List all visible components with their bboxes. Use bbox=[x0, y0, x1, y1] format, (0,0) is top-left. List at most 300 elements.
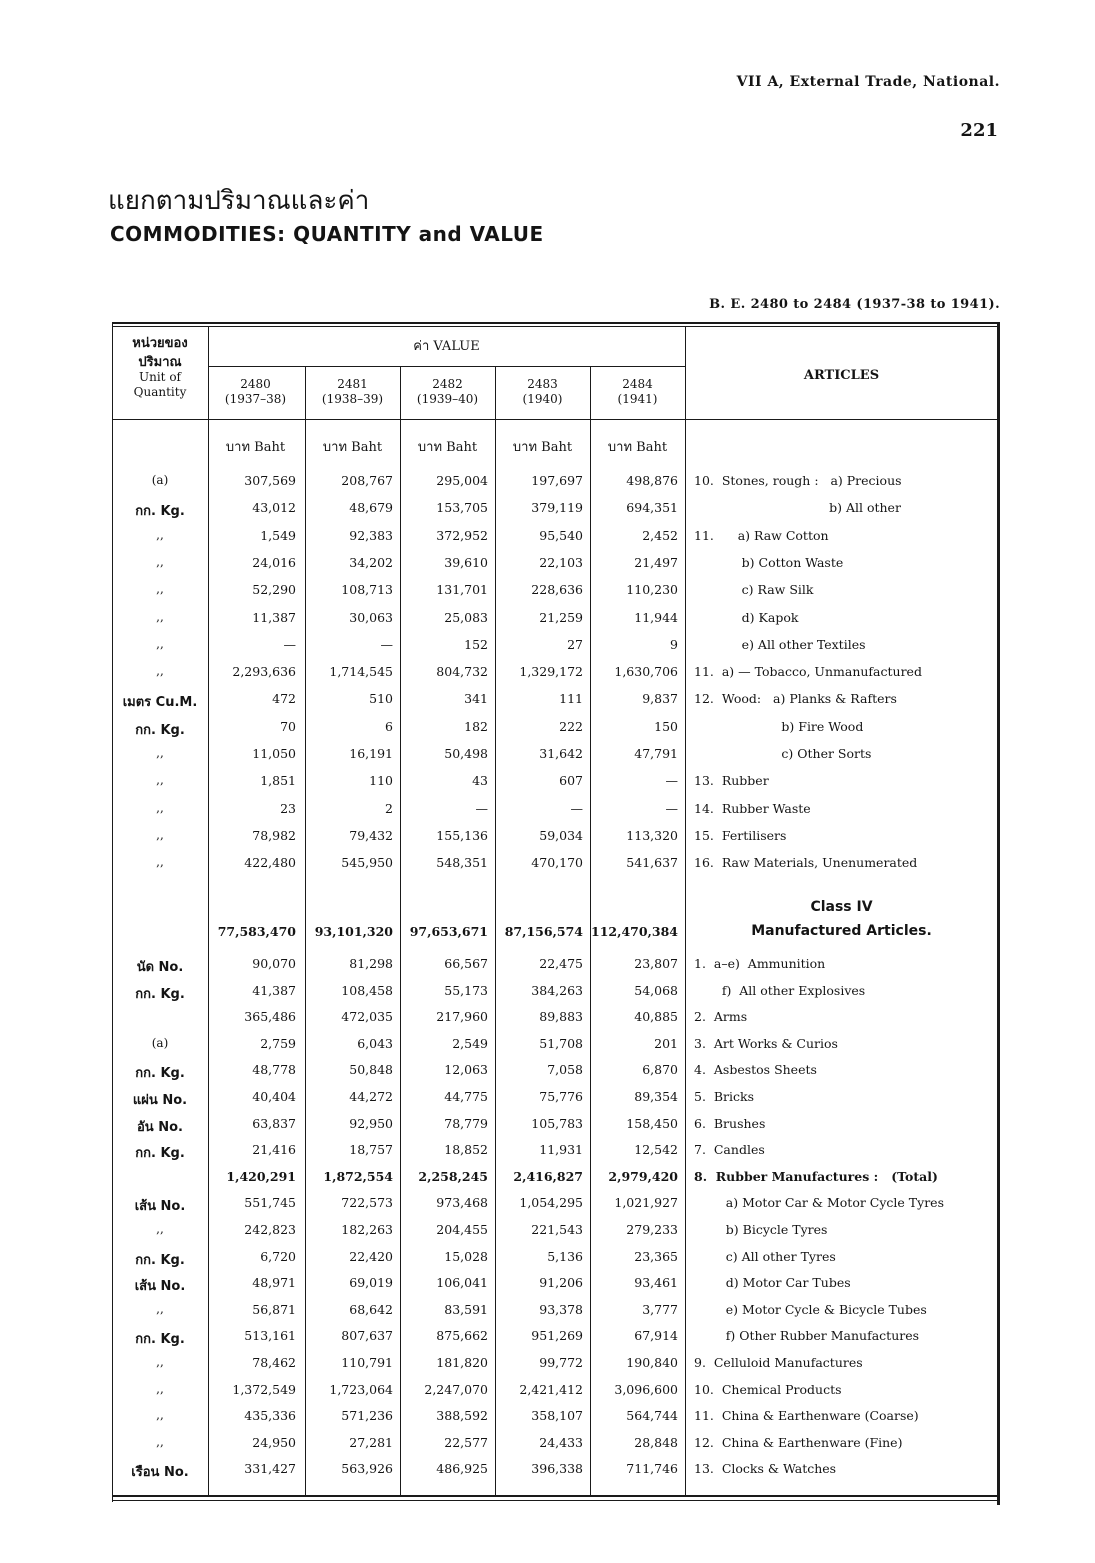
value-cell: 498,876 bbox=[626, 473, 678, 488]
commodities-table bbox=[112, 322, 1000, 1507]
value-cell: 27 bbox=[567, 637, 583, 652]
unit-cell: ,, bbox=[156, 1408, 164, 1422]
value-cell: 2 bbox=[385, 801, 393, 816]
value-cell: 804,732 bbox=[436, 664, 488, 679]
value-cell: 22,577 bbox=[444, 1435, 488, 1450]
value-cell: 48,971 bbox=[252, 1275, 296, 1290]
running-title: VII A, External Trade, National. bbox=[736, 74, 1000, 90]
value-cell: 40,885 bbox=[634, 1009, 678, 1024]
table-row bbox=[112, 637, 1000, 664]
article-label: f) All other Explosives bbox=[694, 983, 866, 998]
value-cell: 1,054,295 bbox=[519, 1195, 583, 1210]
table-bottom-rule-thin bbox=[112, 1500, 1000, 1501]
value-cell: 27,281 bbox=[349, 1435, 393, 1450]
unit-cell: เมตร Cu.M. bbox=[122, 695, 198, 710]
unit-cell: ,, bbox=[156, 773, 164, 787]
table-row bbox=[112, 956, 1000, 983]
article-label: e) All other Textiles bbox=[694, 637, 866, 652]
article-label: 1. a–e) Ammunition bbox=[694, 956, 826, 971]
class-total-cell: 87,156,574 bbox=[504, 924, 583, 939]
unit-cell: ,, bbox=[156, 1222, 164, 1236]
unit-cell: ,, bbox=[156, 582, 164, 596]
unit-cell: ,, bbox=[156, 855, 164, 869]
value-cell: 83,591 bbox=[444, 1302, 488, 1317]
value-cell: 95,540 bbox=[539, 528, 583, 543]
table-row bbox=[112, 1222, 1000, 1249]
article-label: 3. Art Works & Curios bbox=[694, 1036, 838, 1051]
unit-header-en-1: Unit of bbox=[139, 370, 181, 384]
value-cell: 89,883 bbox=[539, 1009, 583, 1024]
unit-cell: ,, bbox=[156, 1302, 164, 1316]
value-cell: 1,723,064 bbox=[329, 1382, 393, 1397]
value-cell: 69,019 bbox=[349, 1275, 393, 1290]
value-cell: 2,258,245 bbox=[418, 1169, 488, 1184]
table-row bbox=[112, 610, 1000, 637]
value-cell: 30,063 bbox=[349, 610, 393, 625]
year-header-2483 bbox=[495, 377, 590, 407]
unit-cell: ,, bbox=[156, 637, 164, 651]
header-bottom-rule bbox=[112, 419, 1000, 420]
article-label: c) Other Sorts bbox=[694, 746, 872, 761]
class-total-cell: 97,653,671 bbox=[409, 924, 488, 939]
unit-cell: ,, bbox=[156, 1382, 164, 1396]
unit-cell: นัด No. bbox=[136, 960, 184, 975]
value-cell: 182,263 bbox=[341, 1222, 393, 1237]
value-cell: 21,416 bbox=[252, 1142, 296, 1157]
value-cell: 12,542 bbox=[634, 1142, 678, 1157]
value-cell: 711,746 bbox=[626, 1461, 678, 1476]
article-label: 13. Rubber bbox=[694, 773, 769, 788]
article-label: a) Motor Car & Motor Cycle Tyres bbox=[694, 1195, 944, 1210]
value-cell: 5,136 bbox=[547, 1249, 583, 1264]
table-row bbox=[112, 801, 1000, 828]
value-cell: 358,107 bbox=[531, 1408, 583, 1423]
year-header-2481 bbox=[305, 377, 400, 407]
unit-cell: อัน No. bbox=[137, 1120, 183, 1135]
value-cell: 93,378 bbox=[539, 1302, 583, 1317]
year-ad: (1937–38) bbox=[224, 392, 287, 406]
article-label: 12. Wood: a) Planks & Rafters bbox=[694, 691, 897, 706]
article-label: 15. Fertilisers bbox=[694, 828, 787, 843]
value-cell: 295,004 bbox=[436, 473, 488, 488]
value-cell: — bbox=[570, 801, 583, 816]
article-label: b) All other bbox=[694, 500, 901, 515]
value-cell: 44,775 bbox=[444, 1089, 488, 1104]
value-cell: 510 bbox=[369, 691, 393, 706]
value-cell: 92,383 bbox=[349, 528, 393, 543]
value-cell: 396,338 bbox=[531, 1461, 583, 1476]
year-be: 2482 bbox=[432, 377, 463, 391]
unit-header-th-1: หน่วยของ bbox=[132, 336, 188, 351]
table-row bbox=[112, 1302, 1000, 1329]
value-cell: 204,455 bbox=[436, 1222, 488, 1237]
class-heading-line1: Class IV bbox=[810, 899, 873, 915]
table-row bbox=[112, 500, 1000, 527]
unit-cell: กก. Kg. bbox=[135, 1253, 185, 1268]
value-cell: 6,870 bbox=[642, 1062, 678, 1077]
article-label: 13. Clocks & Watches bbox=[694, 1461, 837, 1476]
value-cell: 807,637 bbox=[341, 1328, 393, 1343]
value-cell: 158,450 bbox=[626, 1116, 678, 1131]
value-header: ค่า VALUE bbox=[413, 339, 480, 354]
table-row bbox=[112, 828, 1000, 855]
table-row bbox=[112, 1435, 1000, 1462]
value-cell: 43 bbox=[472, 773, 488, 788]
value-cell: 1,372,549 bbox=[232, 1382, 296, 1397]
value-cell: 2,759 bbox=[260, 1036, 296, 1051]
table-row bbox=[112, 1382, 1000, 1409]
year-be: 2483 bbox=[527, 377, 558, 391]
value-cell: 81,298 bbox=[349, 956, 393, 971]
value-cell: 21,259 bbox=[539, 610, 583, 625]
value-cell: 2,549 bbox=[452, 1036, 488, 1051]
value-cell: 2,421,412 bbox=[519, 1382, 583, 1397]
unit-cell: แผ่น No. bbox=[132, 1093, 188, 1108]
value-cell: 242,823 bbox=[244, 1222, 296, 1237]
value-cell: 152 bbox=[464, 637, 488, 652]
value-cell: 221,543 bbox=[531, 1222, 583, 1237]
value-cell: 384,263 bbox=[531, 983, 583, 998]
value-cell: 379,119 bbox=[531, 500, 583, 515]
value-cell: 67,914 bbox=[634, 1328, 678, 1343]
value-cell: 50,848 bbox=[349, 1062, 393, 1077]
value-cell: 564,744 bbox=[626, 1408, 678, 1423]
year-be: 2480 bbox=[240, 377, 271, 391]
table-row bbox=[112, 1408, 1000, 1435]
period-subtitle: B. E. 2480 to 2484 (1937-38 to 1941). bbox=[709, 297, 1000, 312]
value-cell: — bbox=[665, 773, 678, 788]
year-header-2480 bbox=[208, 377, 303, 407]
table-row bbox=[112, 983, 1000, 1010]
value-cell: 190,840 bbox=[626, 1355, 678, 1370]
value-cell: 11,944 bbox=[634, 610, 678, 625]
table-row bbox=[112, 1062, 1000, 1089]
article-label: f) Other Rubber Manufactures bbox=[694, 1328, 920, 1343]
currency-label: บาท Baht bbox=[512, 440, 573, 455]
year-header-2482 bbox=[400, 377, 495, 407]
value-cell: 78,779 bbox=[444, 1116, 488, 1131]
value-cell: 16,191 bbox=[349, 746, 393, 761]
value-cell: 1,851 bbox=[260, 773, 296, 788]
year-be: 2481 bbox=[337, 377, 368, 391]
value-cell: 110,791 bbox=[341, 1355, 393, 1370]
article-label: 6. Brushes bbox=[694, 1116, 766, 1131]
value-cell: 110,230 bbox=[626, 582, 678, 597]
unit-cell: ,, bbox=[156, 746, 164, 760]
value-cell: 90,070 bbox=[252, 956, 296, 971]
value-cell: 2,452 bbox=[642, 528, 678, 543]
value-cell: 75,776 bbox=[539, 1089, 583, 1104]
table-top-rule-thin bbox=[112, 326, 1000, 327]
article-label: c) Raw Silk bbox=[694, 582, 814, 597]
table-row bbox=[112, 1142, 1000, 1169]
value-cell: 541,637 bbox=[626, 855, 678, 870]
article-label: e) Motor Cycle & Bicycle Tubes bbox=[694, 1302, 927, 1317]
value-cell: 1,329,172 bbox=[519, 664, 583, 679]
article-label: 2. Arms bbox=[694, 1009, 748, 1024]
unit-cell: ,, bbox=[156, 801, 164, 815]
value-cell: 208,767 bbox=[341, 473, 393, 488]
unit-cell: (a) bbox=[151, 1036, 169, 1050]
value-cell: 201 bbox=[654, 1036, 678, 1051]
value-cell: 3,096,600 bbox=[614, 1382, 678, 1397]
article-label: 4. Asbestos Sheets bbox=[694, 1062, 817, 1077]
value-cell: 22,103 bbox=[539, 555, 583, 570]
year-be: 2484 bbox=[622, 377, 653, 391]
class-total-cell: 77,583,470 bbox=[217, 924, 296, 939]
value-cell: 513,161 bbox=[244, 1328, 296, 1343]
unit-cell: กก. Kg. bbox=[135, 1066, 185, 1081]
value-cell: 92,950 bbox=[349, 1116, 393, 1131]
value-cell: 54,068 bbox=[634, 983, 678, 998]
article-label: 11. a) — Tobacco, Unmanufactured bbox=[694, 664, 922, 679]
value-cell: 1,021,927 bbox=[614, 1195, 678, 1210]
article-label: 7. Candles bbox=[694, 1142, 765, 1157]
table-row bbox=[112, 1169, 1000, 1196]
value-cell: 22,420 bbox=[349, 1249, 393, 1264]
value-cell: 1,872,554 bbox=[323, 1169, 393, 1184]
table-row bbox=[112, 719, 1000, 746]
article-label: d) Motor Car Tubes bbox=[694, 1275, 851, 1290]
value-cell: 79,432 bbox=[349, 828, 393, 843]
value-cell: 2,247,070 bbox=[424, 1382, 488, 1397]
unit-header-th-2: ปริมาณ bbox=[138, 355, 182, 370]
value-cell: 99,772 bbox=[539, 1355, 583, 1370]
value-cell: 50,498 bbox=[444, 746, 488, 761]
unit-cell: ,, bbox=[156, 1435, 164, 1449]
table-row bbox=[112, 1249, 1000, 1276]
value-cell: 15,028 bbox=[444, 1249, 488, 1264]
value-cell: 68,642 bbox=[349, 1302, 393, 1317]
value-cell: 7,058 bbox=[547, 1062, 583, 1077]
value-header-rule bbox=[208, 366, 685, 367]
value-cell: 24,950 bbox=[252, 1435, 296, 1450]
value-cell: 388,592 bbox=[436, 1408, 488, 1423]
class-total-cell: 93,101,320 bbox=[314, 924, 393, 939]
value-cell: 23 bbox=[280, 801, 296, 816]
unit-header-en-2: Quantity bbox=[133, 385, 187, 399]
table-row bbox=[112, 855, 1000, 882]
table-row bbox=[112, 1036, 1000, 1063]
unit-cell: ,, bbox=[156, 1355, 164, 1369]
value-cell: 131,701 bbox=[436, 582, 488, 597]
class-heading-line2: Manufactured Articles. bbox=[751, 923, 932, 939]
value-cell: 52,290 bbox=[252, 582, 296, 597]
articles-header: ARTICLES bbox=[803, 368, 880, 383]
value-cell: 11,050 bbox=[252, 746, 296, 761]
value-cell: 472,035 bbox=[341, 1009, 393, 1024]
value-cell: 279,233 bbox=[626, 1222, 678, 1237]
value-cell: 973,468 bbox=[436, 1195, 488, 1210]
value-cell: 31,642 bbox=[539, 746, 583, 761]
article-label: 16. Raw Materials, Unenumerated bbox=[694, 855, 918, 870]
value-cell: 545,950 bbox=[341, 855, 393, 870]
value-cell: 48,679 bbox=[349, 500, 393, 515]
value-cell: 12,063 bbox=[444, 1062, 488, 1077]
value-cell: 951,269 bbox=[531, 1328, 583, 1343]
value-cell: 486,925 bbox=[436, 1461, 488, 1476]
value-cell: 39,610 bbox=[444, 555, 488, 570]
value-cell: 23,807 bbox=[634, 956, 678, 971]
article-label: 12. China & Earthenware (Fine) bbox=[694, 1435, 903, 1450]
value-cell: — bbox=[380, 637, 393, 652]
value-cell: 694,351 bbox=[626, 500, 678, 515]
unit-cell: ,, bbox=[156, 555, 164, 569]
currency-label: บาท Baht bbox=[225, 440, 286, 455]
value-cell: 40,404 bbox=[252, 1089, 296, 1104]
value-cell: 2,293,636 bbox=[232, 664, 296, 679]
value-cell: 110 bbox=[369, 773, 393, 788]
table-row bbox=[112, 582, 1000, 609]
value-cell: 48,778 bbox=[252, 1062, 296, 1077]
value-cell: 78,982 bbox=[252, 828, 296, 843]
value-cell: 23,365 bbox=[634, 1249, 678, 1264]
unit-cell: ,, bbox=[156, 610, 164, 624]
unit-cell: ,, bbox=[156, 528, 164, 542]
table-row bbox=[112, 1328, 1000, 1355]
value-cell: 24,016 bbox=[252, 555, 296, 570]
unit-cell: ,, bbox=[156, 664, 164, 678]
value-cell: 24,433 bbox=[539, 1435, 583, 1450]
article-label: 11. a) Raw Cotton bbox=[694, 528, 829, 543]
value-cell: 78,462 bbox=[252, 1355, 296, 1370]
unit-header bbox=[112, 336, 208, 400]
value-cell: 150 bbox=[654, 719, 678, 734]
value-cell: 217,960 bbox=[436, 1009, 488, 1024]
article-label: b) Cotton Waste bbox=[694, 555, 844, 570]
table-row bbox=[112, 1009, 1000, 1036]
value-cell: 2,979,420 bbox=[608, 1169, 678, 1184]
article-label: b) Bicycle Tyres bbox=[694, 1222, 828, 1237]
value-cell: 22,475 bbox=[539, 956, 583, 971]
value-cell: 89,354 bbox=[634, 1089, 678, 1104]
unit-cell: เรือน No. bbox=[131, 1465, 189, 1480]
value-cell: 1,714,545 bbox=[329, 664, 393, 679]
value-cell: 9,837 bbox=[642, 691, 678, 706]
table-row bbox=[112, 1195, 1000, 1222]
value-cell: 307,569 bbox=[244, 473, 296, 488]
value-cell: 2,416,827 bbox=[513, 1169, 583, 1184]
value-cell: 51,708 bbox=[539, 1036, 583, 1051]
value-cell: 331,427 bbox=[244, 1461, 296, 1476]
table-row bbox=[112, 555, 1000, 582]
article-label: 5. Bricks bbox=[694, 1089, 755, 1104]
unit-cell: กก. Kg. bbox=[135, 723, 185, 738]
title-english: COMMODITIES: QUANTITY and VALUE bbox=[110, 222, 544, 246]
unit-cell: ,, bbox=[156, 828, 164, 842]
unit-cell: กก. Kg. bbox=[135, 987, 185, 1002]
value-cell: 108,713 bbox=[341, 582, 393, 597]
value-cell: 63,837 bbox=[252, 1116, 296, 1131]
year-header-2484 bbox=[590, 377, 685, 407]
value-cell: 548,351 bbox=[436, 855, 488, 870]
value-cell: 11,387 bbox=[252, 610, 296, 625]
value-cell: 222 bbox=[559, 719, 583, 734]
value-cell: 113,320 bbox=[626, 828, 678, 843]
value-cell: 722,573 bbox=[341, 1195, 393, 1210]
value-cell: 341 bbox=[464, 691, 488, 706]
value-cell: 43,012 bbox=[252, 500, 296, 515]
unit-cell: กก. Kg. bbox=[135, 1146, 185, 1161]
unit-cell: เส้น No. bbox=[134, 1199, 186, 1214]
page-number: 221 bbox=[960, 120, 998, 141]
value-cell: 21,497 bbox=[634, 555, 678, 570]
article-label: 9. Celluloid Manufactures bbox=[694, 1355, 863, 1370]
unit-cell: (a) bbox=[151, 473, 169, 487]
value-cell: 875,662 bbox=[436, 1328, 488, 1343]
value-cell: 70 bbox=[280, 719, 296, 734]
unit-cell: กก. Kg. bbox=[135, 1332, 185, 1347]
table-row bbox=[112, 691, 1000, 718]
value-cell: 34,202 bbox=[349, 555, 393, 570]
table-row bbox=[112, 664, 1000, 691]
value-cell: 197,697 bbox=[531, 473, 583, 488]
value-cell: — bbox=[665, 801, 678, 816]
value-cell: 93,461 bbox=[634, 1275, 678, 1290]
title-thai: แยกตามปริมาณและค่า bbox=[108, 186, 370, 216]
table-row bbox=[112, 1275, 1000, 1302]
currency-label: บาท Baht bbox=[417, 440, 478, 455]
year-ad: (1941) bbox=[617, 392, 658, 406]
value-cell: — bbox=[475, 801, 488, 816]
value-cell: 1,549 bbox=[260, 528, 296, 543]
value-cell: 59,034 bbox=[539, 828, 583, 843]
value-cell: 6,043 bbox=[357, 1036, 393, 1051]
value-cell: 470,170 bbox=[531, 855, 583, 870]
table-row bbox=[112, 1355, 1000, 1382]
table-row bbox=[112, 1461, 1000, 1488]
year-ad: (1938–39) bbox=[321, 392, 384, 406]
value-cell: 106,041 bbox=[436, 1275, 488, 1290]
value-cell: 563,926 bbox=[341, 1461, 393, 1476]
value-cell: 1,630,706 bbox=[614, 664, 678, 679]
table-row bbox=[112, 1089, 1000, 1116]
class-total-cell: 112,470,384 bbox=[591, 924, 678, 939]
value-cell: 551,745 bbox=[244, 1195, 296, 1210]
value-cell: 153,705 bbox=[436, 500, 488, 515]
year-ad: (1939–40) bbox=[416, 392, 479, 406]
value-cell: 571,236 bbox=[341, 1408, 393, 1423]
article-label: 14. Rubber Waste bbox=[694, 801, 811, 816]
value-cell: — bbox=[283, 637, 296, 652]
value-cell: 28,848 bbox=[634, 1435, 678, 1450]
value-cell: 228,636 bbox=[531, 582, 583, 597]
value-cell: 1,420,291 bbox=[226, 1169, 296, 1184]
value-cell: 91,206 bbox=[539, 1275, 583, 1290]
table-row bbox=[112, 528, 1000, 555]
article-label: 11. China & Earthenware (Coarse) bbox=[694, 1408, 919, 1423]
value-cell: 472 bbox=[272, 691, 296, 706]
value-cell: 181,820 bbox=[436, 1355, 488, 1370]
value-cell: 18,757 bbox=[349, 1142, 393, 1157]
value-cell: 47,791 bbox=[634, 746, 678, 761]
value-cell: 44,272 bbox=[349, 1089, 393, 1104]
table-row bbox=[112, 773, 1000, 800]
value-cell: 435,336 bbox=[244, 1408, 296, 1423]
value-cell: 372,952 bbox=[436, 528, 488, 543]
value-cell: 41,387 bbox=[252, 983, 296, 998]
value-cell: 55,173 bbox=[444, 983, 488, 998]
value-cell: 56,871 bbox=[252, 1302, 296, 1317]
value-cell: 365,486 bbox=[244, 1009, 296, 1024]
value-cell: 155,136 bbox=[436, 828, 488, 843]
value-cell: 108,458 bbox=[341, 983, 393, 998]
article-label: 10. Stones, rough : a) Precious bbox=[694, 473, 902, 488]
currency-label: บาท Baht bbox=[607, 440, 668, 455]
value-cell: 182 bbox=[464, 719, 488, 734]
table-top-rule bbox=[112, 322, 1000, 324]
value-cell: 3,777 bbox=[642, 1302, 678, 1317]
